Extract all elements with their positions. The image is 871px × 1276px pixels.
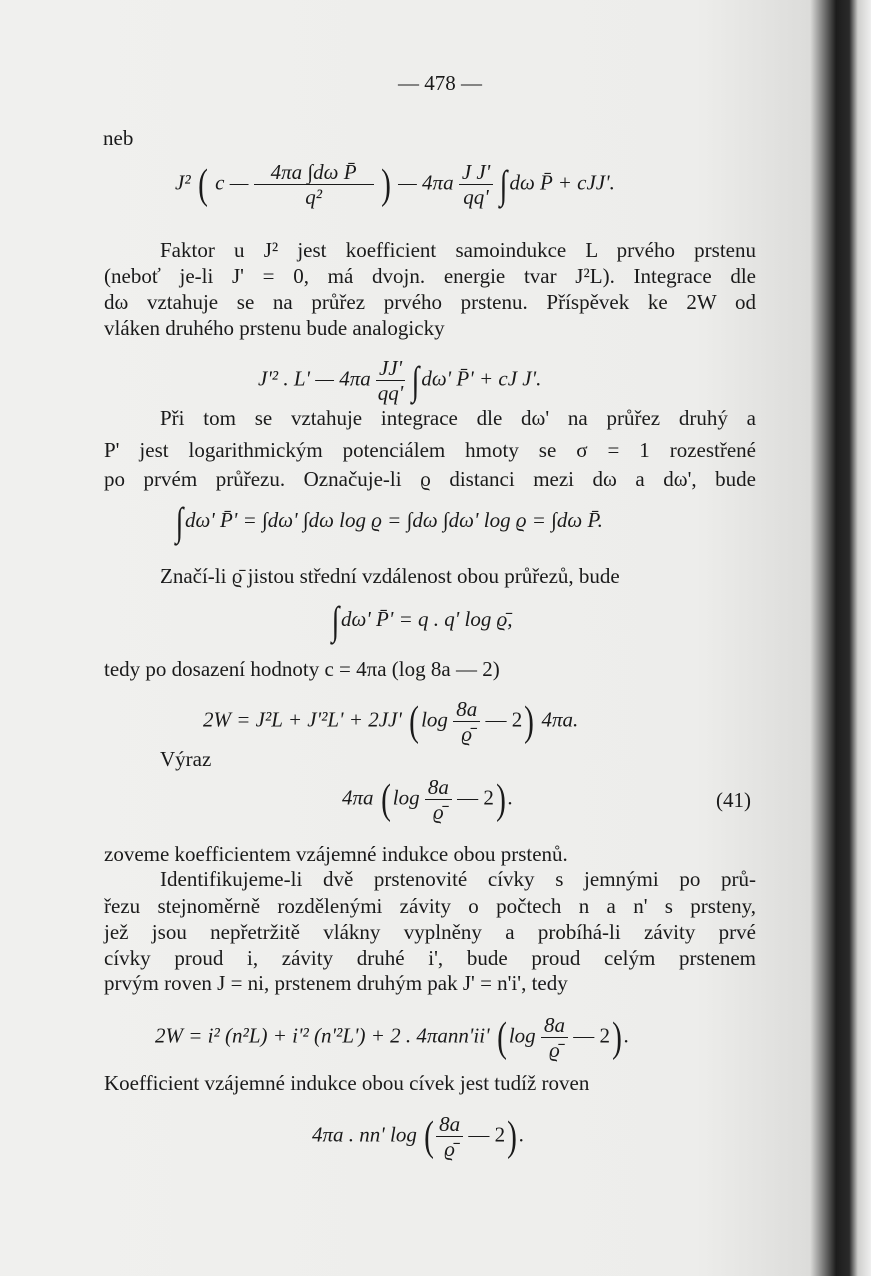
page-number: — 478 — [398,71,482,95]
eq7-left: 2W = i² (n²L) + i'² (n'²L') + 2 . 4πann'ii' [155,1023,490,1048]
eq7-tail: . [623,1023,630,1048]
eq2-fraction [376,356,405,405]
integral-sign: ∫ [500,161,508,207]
equation-2 [258,356,541,405]
eq1-numerator: 4πa ∫dω P̄ [254,160,374,185]
text-line: (neboť je-li J' = 0, má dvojn. energie tvar J²L). Integrace dle [104,264,756,288]
eq1-minus: — 4πa [398,170,454,195]
eq1-fraction [254,160,374,209]
text-vyraz: Výraz [160,747,212,771]
equation-6 [342,775,513,824]
equation-8 [312,1112,524,1161]
eq5-left: 2W = J²L + J'²L' + 2JJ' [203,707,402,732]
eq7-log: log [508,1023,536,1048]
eq7-minus-two: — 2 [573,1023,610,1048]
eq5-denominator: ϱ̄ [461,722,473,746]
eq1-fraction-2 [459,160,493,209]
eq8-minus-two: — 2 [468,1122,506,1147]
eq2-left: J'² . L' — 4πa [258,366,371,391]
text-line: vláken druhého prstenu bude analogicky [104,316,445,340]
text-line: Faktor u J² jest koefficient samoindukce L prvého prstenu [160,238,756,262]
equation-number-41: (41) [716,788,751,812]
eq1-denominator-2: qq' [463,185,489,209]
eq6-tail: . [507,785,514,810]
eq6-numerator: 8a [425,775,452,800]
eq8-denominator: ϱ̄ [444,1137,455,1161]
integral-sign: ∫ [412,357,420,403]
text-line: po prvém průřezu. Označuje-li ϱ distanci mezi dω a dω', bude [104,467,756,491]
eq6-left: 4πa [342,785,374,810]
text-line: tedy po dosazení hodnoty c = 4πa (log 8a — 2) [104,657,500,681]
eq5-fraction [453,697,480,746]
text-line: Koefficient vzájemné indukce obou cívek jest tudíž roven [104,1071,590,1095]
eq1-j2: J² [175,170,191,195]
paren-left: ( [424,1113,435,1160]
text-line: řezu stejnoměrně rozdělenými závity o počtech n a n' s prsteny, [104,894,756,918]
eq1-c: c — [215,170,249,195]
text-line: zoveme koefficientem vzájemné indukce obou prstenů. [104,842,568,866]
text-line: cívky proud i, závity druhé i', bude proud celým prstenem [104,946,756,970]
integral-sign: ∫ [331,598,340,644]
eq3-body: dω' P̄' = ∫dω' ∫dω log ϱ = ∫dω ∫dω' log ϱ = ∫dω P̄. [184,508,603,532]
paren-right: ) [524,698,535,745]
eq1-numerator-2: J J' [459,160,493,185]
eq4-body: dω' P̄' = q . q' log ϱ̄, [340,607,513,631]
eq5-log: log [421,707,448,732]
equation-3 [174,499,603,545]
eq8-tail: . [519,1122,525,1147]
eq7-denominator: ϱ̄ [549,1038,560,1062]
paren-right: ) [507,1113,518,1160]
eq1-rest: dω P̄ + cJJ'. [509,170,615,195]
eq1-denominator: q² [305,185,323,209]
eq6-denominator: ϱ̄ [433,800,444,824]
eq5-tail: 4πa. [541,707,579,732]
eq8-numerator: 8a [436,1112,463,1137]
eq2-numerator: JJ' [376,356,405,381]
eq7-fraction [541,1013,568,1062]
text-line: P' jest logarithmickým potenciálem hmoty se σ = 1 rozestřené [104,438,756,462]
eq2-denominator: qq' [377,381,404,405]
paren-right: ) [495,776,506,823]
paren-left: ( [496,1014,507,1061]
paren-right: ) [612,1014,622,1061]
text-line: Značí-li ϱ̄ jistou střední vzdálenost obou průřezů, bude [160,564,620,588]
equation-4 [330,598,513,644]
equation-5 [203,697,578,746]
eq6-minus-two: — 2 [457,785,494,810]
paren-left: ( [380,776,391,823]
eq2-rest: dω' P̄' + cJ J'. [421,366,542,391]
eq6-log: log [392,785,420,810]
eq7-numerator: 8a [541,1013,568,1038]
eq5-numerator: 8a [453,697,480,722]
text-neb: neb [103,126,134,150]
text-line: dω vztahuje se na průřez prvého prstenu. Příspěvek ke 2W od [104,290,756,314]
paren-left: ( [197,161,208,208]
eq5-minus-two: — 2 [485,707,523,732]
text-line: Identifikujeme-li dvě prstenovité cívky s jemnými po prů- [160,867,756,891]
integral-sign: ∫ [175,499,184,545]
equation-7 [155,1013,629,1062]
text-line: jež jsou nepřetržitě vlákny vyplněny a probíhá-li závity prvé [104,920,756,944]
equation-1 [175,160,615,209]
paren-left: ( [409,698,419,745]
eq8-fraction [436,1112,463,1161]
text-line: Při tom se vztahuje integrace dle dω' na průřez druhý a [160,406,756,430]
paren-right: ) [380,161,391,208]
eq6-fraction [425,775,452,824]
text-line: prvým roven J = ni, prstenem druhým pak J' = n'i', tedy [104,971,568,995]
eq8-left: 4πa . nn' log [312,1122,417,1147]
